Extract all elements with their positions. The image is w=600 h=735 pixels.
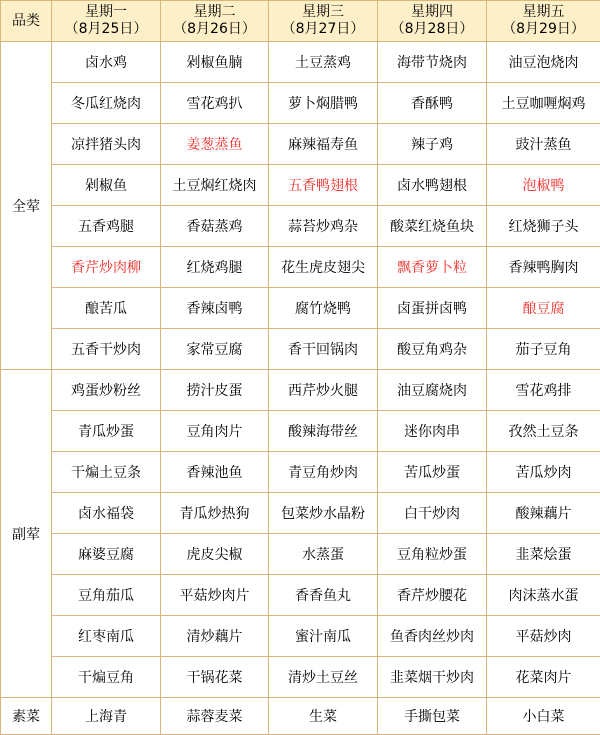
day-header-thursday [378, 1, 487, 42]
dish-cell: 凉拌猪头肉 [52, 124, 161, 165]
day-date: （8月28日） [378, 21, 486, 38]
dish-cell: 酸豆角鸡杂 [378, 329, 487, 370]
dish-cell: 卤水鸡 [52, 42, 161, 83]
day-header-monday [52, 1, 161, 42]
dish-cell: 酸辣海带丝 [269, 411, 378, 452]
dish-cell: 腐竹烧鸭 [269, 288, 378, 329]
dish-cell: 油豆腐烧肉 [378, 370, 487, 411]
dish-cell: 雪花鸡扒 [161, 83, 269, 124]
day-name: 星期一 [52, 4, 160, 21]
day-name: 星期三 [269, 4, 377, 21]
dish-cell: 苦瓜炒蛋 [378, 452, 487, 493]
dish-cell: 五香干炒肉 [52, 329, 161, 370]
dish-cell: 飘香萝卜粒 [378, 247, 487, 288]
dish-cell: 包菜炒水晶粉 [269, 493, 378, 534]
table-row [1, 288, 600, 329]
dish-cell: 五香鸭翅根 [269, 165, 378, 206]
day-name: 星期四 [378, 4, 486, 21]
table-row [1, 329, 600, 370]
dish-cell: 迷你肉串 [378, 411, 487, 452]
dish-cell: 干煸豆角 [52, 657, 161, 698]
day-date: （8月25日） [52, 21, 160, 38]
dish-cell: 花菜肉片 [487, 657, 600, 698]
dish-cell: 香辣鸭胸肉 [487, 247, 600, 288]
dish-cell: 豉汁蒸鱼 [487, 124, 600, 165]
menu-body [1, 42, 600, 735]
table-row [1, 247, 600, 288]
dish-cell: 干煸土豆条 [52, 452, 161, 493]
table-row [1, 370, 600, 411]
dish-cell: 香香鱼丸 [269, 575, 378, 616]
dish-cell: 花生虎皮翅尖 [269, 247, 378, 288]
dish-cell: 土豆蒸鸡 [269, 42, 378, 83]
dish-cell: 鱼香肉丝炒肉 [378, 616, 487, 657]
table-row [1, 42, 600, 83]
day-header-wednesday [269, 1, 378, 42]
table-row [1, 493, 600, 534]
dish-cell: 捞汁皮蛋 [161, 370, 269, 411]
table-row [1, 206, 600, 247]
dish-cell: 生菜 [269, 698, 378, 735]
dish-cell: 卤水鸭翅根 [378, 165, 487, 206]
category-header: 品类 [1, 1, 52, 42]
dish-cell: 香芹炒腰花 [378, 575, 487, 616]
dish-cell: 红枣南瓜 [52, 616, 161, 657]
dish-cell: 西芹炒火腿 [269, 370, 378, 411]
dish-cell: 酿苦瓜 [52, 288, 161, 329]
dish-cell: 萝卜焖腊鸭 [269, 83, 378, 124]
dish-cell: 手撕包菜 [378, 698, 487, 735]
table-row [1, 452, 600, 493]
dish-cell: 肉沫蒸水蛋 [487, 575, 600, 616]
dish-cell: 蒜蓉麦菜 [161, 698, 269, 735]
table-row [1, 698, 600, 735]
dish-cell: 韭菜烩蛋 [487, 534, 600, 575]
dish-cell: 香菇蒸鸡 [161, 206, 269, 247]
dish-cell: 茄子豆角 [487, 329, 600, 370]
dish-cell: 青瓜炒热狗 [161, 493, 269, 534]
table-row [1, 534, 600, 575]
table-row [1, 124, 600, 165]
day-date: （8月26日） [161, 21, 268, 38]
dish-cell: 家常豆腐 [161, 329, 269, 370]
dish-cell: 孜然土豆条 [487, 411, 600, 452]
dish-cell: 酿豆腐 [487, 288, 600, 329]
dish-cell: 韭菜烟干炒肉 [378, 657, 487, 698]
dish-cell: 冬瓜红烧肉 [52, 83, 161, 124]
day-name: 星期二 [161, 4, 268, 21]
dish-cell: 香辣池鱼 [161, 452, 269, 493]
dish-cell: 土豆咖喱焖鸡 [487, 83, 600, 124]
dish-cell: 平菇炒肉片 [161, 575, 269, 616]
dish-cell: 卤水福袋 [52, 493, 161, 534]
day-name: 星期五 [487, 4, 600, 21]
dish-cell: 豆角粒炒蛋 [378, 534, 487, 575]
table-row [1, 575, 600, 616]
day-date: （8月29日） [487, 21, 600, 38]
dish-cell: 五香鸡腿 [52, 206, 161, 247]
category-cell: 副荤 [1, 370, 52, 698]
dish-cell: 雪花鸡排 [487, 370, 600, 411]
day-header-friday [487, 1, 600, 42]
dish-cell: 红烧狮子头 [487, 206, 600, 247]
dish-cell: 平菇炒肉 [487, 616, 600, 657]
dish-cell: 海带节烧肉 [378, 42, 487, 83]
category-cell: 素菜 [1, 698, 52, 735]
dish-cell: 剁椒鱼腩 [161, 42, 269, 83]
dish-cell: 香酥鸭 [378, 83, 487, 124]
dish-cell: 清炒藕片 [161, 616, 269, 657]
dish-cell: 卤蛋拼卤鸭 [378, 288, 487, 329]
dish-cell: 姜葱蒸鱼 [161, 124, 269, 165]
dish-cell: 豆角茄瓜 [52, 575, 161, 616]
table-row [1, 616, 600, 657]
dish-cell: 青豆角炒肉 [269, 452, 378, 493]
dish-cell: 酸菜红烧鱼块 [378, 206, 487, 247]
dish-cell: 酸辣藕片 [487, 493, 600, 534]
dish-cell: 苦瓜炒肉 [487, 452, 600, 493]
dish-cell: 土豆焖红烧肉 [161, 165, 269, 206]
header-row [1, 1, 600, 42]
dish-cell: 油豆泡烧肉 [487, 42, 600, 83]
dish-cell: 香辣卤鸭 [161, 288, 269, 329]
dish-cell: 青瓜炒蛋 [52, 411, 161, 452]
dish-cell: 上海青 [52, 698, 161, 735]
dish-cell: 干锅花菜 [161, 657, 269, 698]
dish-cell: 清炒土豆丝 [269, 657, 378, 698]
category-cell: 全荤 [1, 42, 52, 370]
table-row [1, 165, 600, 206]
dish-cell: 香芹炒肉柳 [52, 247, 161, 288]
dish-cell: 辣子鸡 [378, 124, 487, 165]
dish-cell: 鸡蛋炒粉丝 [52, 370, 161, 411]
dish-cell: 蒜苔炒鸡杂 [269, 206, 378, 247]
dish-cell: 麻辣福寿鱼 [269, 124, 378, 165]
table-row [1, 83, 600, 124]
dish-cell: 红烧鸡腿 [161, 247, 269, 288]
dish-cell: 小白菜 [487, 698, 600, 735]
day-header-tuesday [161, 1, 269, 42]
day-date: （8月27日） [269, 21, 377, 38]
dish-cell: 香干回锅肉 [269, 329, 378, 370]
dish-cell: 剁椒鱼 [52, 165, 161, 206]
dish-cell: 豆角肉片 [161, 411, 269, 452]
dish-cell: 白干炒肉 [378, 493, 487, 534]
dish-cell: 虎皮尖椒 [161, 534, 269, 575]
dish-cell: 麻婆豆腐 [52, 534, 161, 575]
dish-cell: 水蒸蛋 [269, 534, 378, 575]
table-row [1, 411, 600, 452]
table-row [1, 657, 600, 698]
dish-cell: 泡椒鸭 [487, 165, 600, 206]
dish-cell: 蜜汁南瓜 [269, 616, 378, 657]
